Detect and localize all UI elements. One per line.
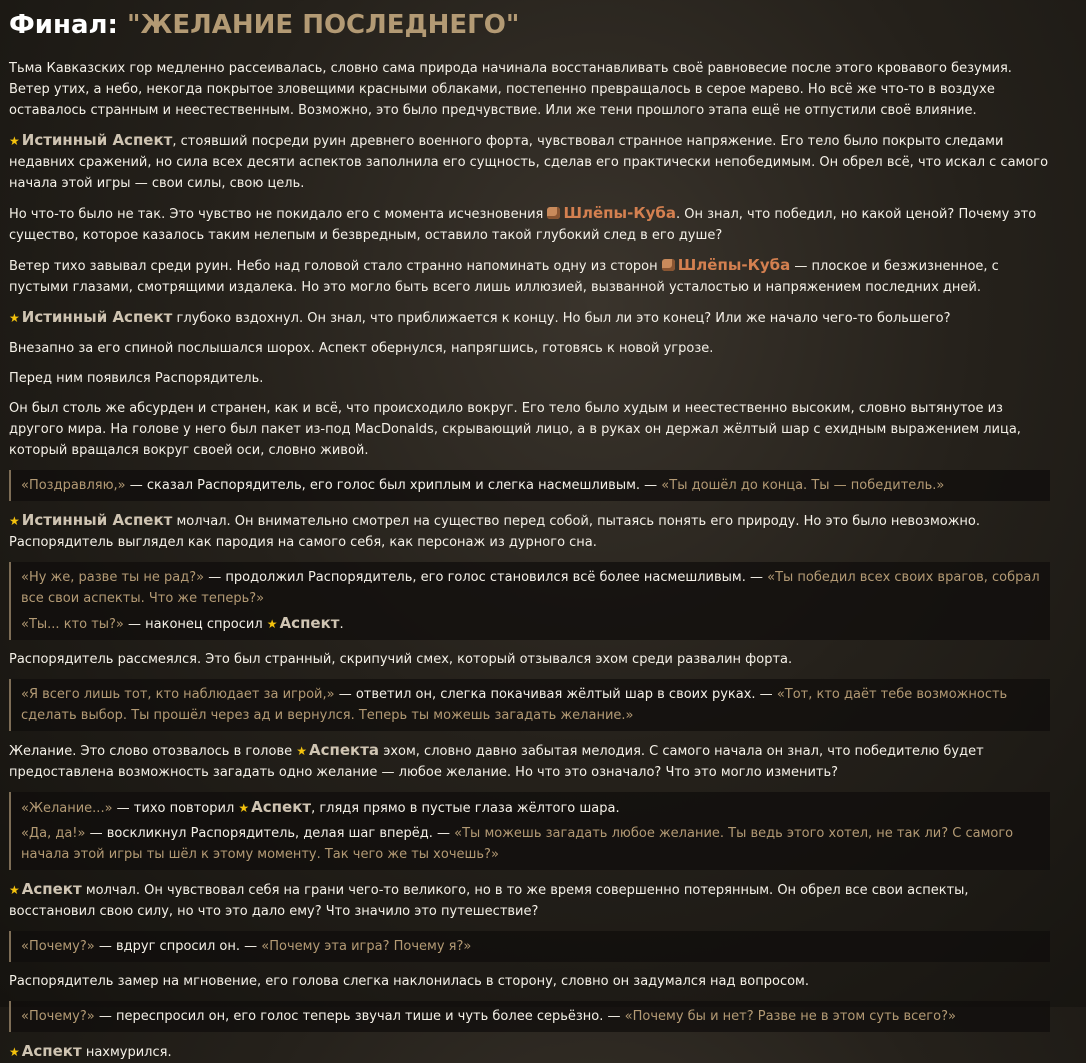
- quote-text: «Ну же, разве ты не рад?»: [21, 570, 205, 585]
- dialogue-line: [21, 684, 1040, 726]
- quote-text: «Ты... кто ты?»: [21, 617, 124, 632]
- quote-text: «Желание...»: [21, 801, 113, 816]
- quote-text: «Да, да!»: [21, 826, 86, 841]
- quote-text: «Ты победил всех своих врагов, собрал все свои аспекты. Что же теперь?»: [21, 570, 1040, 606]
- narration-text: — ответил он, слегка покачивая жёлтый шар в своих руках. —: [334, 687, 777, 702]
- character-aspect: [266, 614, 340, 632]
- dialogue-line: [21, 823, 1040, 865]
- character-aspect: [296, 741, 380, 759]
- character-aspect: [9, 880, 82, 898]
- narration-text: Но что-то было не так. Это чувство не покидало его с момента исчезновения: [9, 207, 548, 222]
- character-name: Аспект: [21, 1042, 82, 1060]
- paragraph: [9, 879, 1050, 922]
- narration-text: глубоко вздохнул. Он знал, что приближается к концу. Но был ли это конец? Или же начало чего-то большего?: [172, 311, 951, 326]
- narration-text: .: [339, 617, 344, 632]
- star-icon: ★: [266, 617, 278, 631]
- paragraph: [9, 255, 1050, 298]
- paragraph: [9, 58, 1050, 121]
- dialogue-block: [9, 1001, 1050, 1032]
- star-icon: ★: [9, 514, 20, 528]
- narration-text: Ветер тихо завывал среди руин. Небо над головой стало странно напоминать одну из сторон: [9, 259, 662, 274]
- narration-text: — воскликнул Распорядитель, делая шаг вперёд. —: [85, 826, 455, 841]
- cube-icon: [547, 207, 560, 219]
- narration-text: — сказал Распорядитель, его голос был хриплым и слегка насмешливым. —: [125, 478, 662, 493]
- narration-text: Тьма Кавказских гор медленно рассеивалась, словно сама природа начинала восстанавливать своё равновесие после этого кровавого безумия. Ветер утих, а небо, некогда покрытое зловещими красными облаками, постепенно превращалось в серое марево. Но всё же что-то в воздухе оставалось странным и неестественным. Возможно, это было предчувствие. Или же тени прошлого этапа ещё не отпустили своё влияние.: [9, 61, 1012, 118]
- narration-text: молчал. Он чувствовал себя на грани чего-то великого, но в то же время совершенно потерянным. Он обрел все свои аспекты, восстановил свою силу, но что это дало ему? Что значило это путешествие?: [9, 883, 969, 919]
- story-body: [9, 58, 1050, 1063]
- star-icon: ★: [9, 883, 20, 897]
- paragraph: [9, 510, 1050, 553]
- character-name: Аспект: [251, 798, 312, 816]
- dialogue-block: [9, 679, 1050, 731]
- narration-text: Распорядитель замер на мгновение, его голова слегка наклонилась в сторону, словно он задумался над вопросом.: [9, 974, 809, 989]
- character-aspect: [9, 1042, 82, 1060]
- dialogue-block: [9, 470, 1050, 501]
- quote-text: «Ты можешь загадать любое желание. Ты ведь этого хотел, не так ли? С самого начала этой игры ты шёл к этому моменту. Так чего же ты хочешь?»: [21, 826, 1014, 862]
- narration-text: — тихо повторил: [112, 801, 239, 816]
- star-icon: ★: [9, 134, 20, 148]
- dialogue-line: [21, 475, 1040, 496]
- dialogue-block: [9, 792, 1050, 870]
- quote-text: «Ты дошёл до конца. Ты — победитель.»: [661, 478, 945, 493]
- narration-text: — наконец спросил: [123, 617, 267, 632]
- star-icon: ★: [238, 801, 250, 815]
- narration-text: Желание. Это слово отозвалось в голове: [9, 744, 297, 759]
- page-title: [9, 0, 1050, 44]
- star-icon: ★: [9, 1045, 20, 1059]
- dialogue-line: [21, 936, 1040, 957]
- narration-text: эхом, словно давно забытая мелодия. С самого начала он знал, что победителю будет предоставлена возможность загадать одно желание — любое желание. Но что это означало? Что это могло изменить?: [9, 744, 984, 780]
- quote-text: «Почему?»: [21, 939, 95, 954]
- dialogue-line: [21, 1006, 1040, 1027]
- paragraph: [9, 338, 1050, 359]
- paragraph: [9, 368, 1050, 389]
- dialogue-line: [21, 567, 1040, 609]
- character-name: Шлёпы-Куба: [563, 204, 676, 222]
- character-name: Аспект: [279, 614, 340, 632]
- character-name: Аспекта: [309, 741, 380, 759]
- narration-text: , глядя прямо в пустые глаза жёлтого шара.: [311, 801, 620, 816]
- cube-icon: [662, 259, 675, 271]
- title-accent: "ЖЕЛАНИЕ ПОСЛЕДНЕГО": [127, 10, 520, 40]
- character-aspect: [9, 131, 173, 149]
- narration-text: молчал. Он внимательно смотрел на существо перед собой, пытаясь понять его природу. Но это было невозможно. Распорядитель выглядел как пародия на самого себя, как персонаж из дурного сна.: [9, 514, 981, 550]
- narration-text: Распорядитель рассмеялся. Это был странный, скрипучий смех, который отзывался эхом среди развалин форта.: [9, 652, 793, 667]
- character-name: Шлёпы-Куба: [677, 256, 791, 274]
- narration-text: , стоявший посреди руин древнего военного форта, чувствовал странное напряжение. Его тело было покрыто следами недавних сражений, но сила всех десяти аспектов заполнила его сущность, сделав его практически непобедимым. Он обрел всё, что искал с самого начала этой игры — свои силы, свою цель.: [9, 134, 1049, 191]
- quote-text: «Тот, кто даёт тебе возможность сделать выбор. Ты прошёл через ад и вернулся. Теперь ты можешь загадать желание.»: [21, 687, 1008, 723]
- character-aspect: [9, 308, 173, 326]
- quote-text: «Поздравляю,»: [21, 478, 126, 493]
- quote-text: «Почему эта игра? Почему я?»: [261, 939, 472, 954]
- dialogue-line: [21, 797, 1040, 819]
- narration-text: Перед ним появился Распорядитель.: [9, 371, 264, 386]
- star-icon: ★: [296, 744, 308, 758]
- quote-text: «Я всего лишь тот, кто наблюдает за игрой,»: [21, 687, 335, 702]
- paragraph: [9, 130, 1050, 194]
- paragraph: [9, 740, 1050, 783]
- paragraph: [9, 971, 1050, 992]
- dialogue-line: [21, 613, 1040, 635]
- dialogue-block: [9, 931, 1050, 962]
- narration-text: — плоское и безжизненное, с пустыми глазами, смотрящими издалека. Но это могло быть всего лишь иллюзией, вызванной усталостью и напряжением последних дней.: [9, 259, 999, 295]
- character-name: Истинный Аспект: [21, 131, 173, 149]
- character-aspect: [238, 798, 312, 816]
- character-name: Аспект: [21, 880, 82, 898]
- character-cube: [547, 204, 676, 222]
- quote-text: «Почему бы и нет? Разве не в этом суть всего?»: [624, 1009, 956, 1024]
- narration-text: — вдруг спросил он. —: [94, 939, 262, 954]
- star-icon: ★: [9, 311, 20, 325]
- character-aspect: [9, 511, 173, 529]
- quote-text: «Почему?»: [21, 1009, 95, 1024]
- narration-text: нахмурился.: [81, 1045, 172, 1060]
- narration-text: Он был столь же абсурден и странен, как и всё, что происходило вокруг. Его тело было худым и неестественно высоким, словно вытянутое из другого мира. На голове у него был пакет из-под MacDonalds, скрывающий лицо, а в руках он держал жёлтый шар с ехидным выражением лица, который вращался вокруг своей оси, словно живой.: [9, 401, 1021, 458]
- dialogue-block: [9, 562, 1050, 640]
- narration-text: Внезапно за его спиной послышался шорох. Аспект обернулся, напрягшись, готовясь к новой угрозе.: [9, 341, 714, 356]
- paragraph: [9, 1041, 1050, 1063]
- title-label: Финал:: [9, 10, 118, 40]
- paragraph: [9, 307, 1050, 329]
- paragraph: [9, 649, 1050, 670]
- narration-text: . Он знал, что победил, но какой ценой? Почему это существо, которое казалось таким нелепым и безвредным, оставило такой глубокий след в его душе?: [9, 207, 1037, 243]
- paragraph: [9, 203, 1050, 246]
- paragraph: [9, 398, 1050, 461]
- character-name: Истинный Аспект: [21, 511, 173, 529]
- narration-text: — переспросил он, его голос теперь звучал тише и чуть более серьёзно. —: [94, 1009, 625, 1024]
- character-cube: [662, 256, 791, 274]
- character-name: Истинный Аспект: [21, 308, 173, 326]
- narration-text: — продолжил Распорядитель, его голос становился всё более насмешливым. —: [204, 570, 768, 585]
